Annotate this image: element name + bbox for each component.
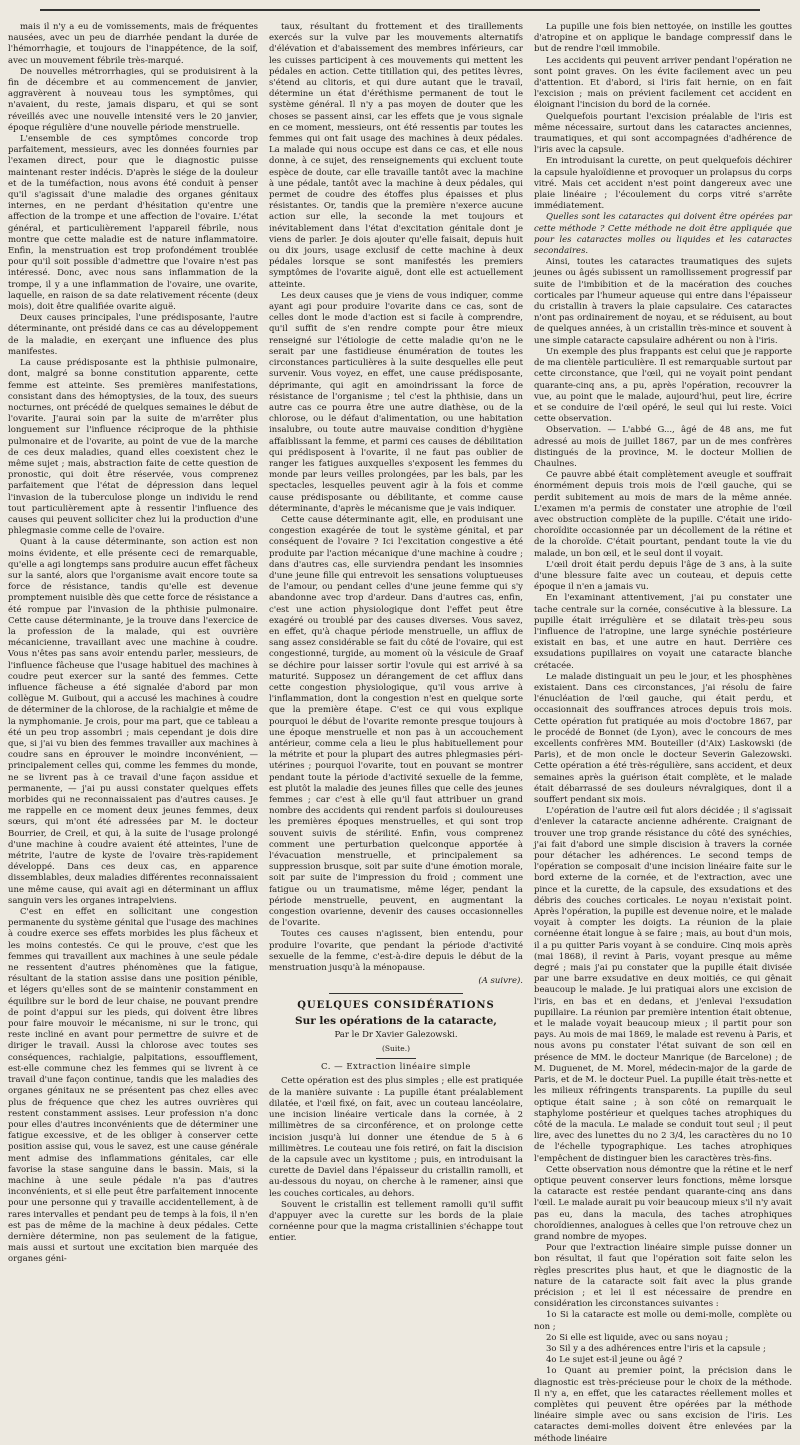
paragraph: Observation. — L'abbé G..., âgé de 48 ans, me fut adressé au mois de juillet 1867, par un de mes confrères distingués de la province, M. le docteur Mollien de Chaulnes.	[534, 425, 792, 469]
list-item: 4o Le sujet est-il jeune ou âgé ?	[546, 1355, 683, 1366]
paragraph: Pour que l'extraction linéaire simple puisse donner un bon résultat, il faut que l'opération soit faite selon les règles prescrites plus haut, et que le diagnostic de la nature de la cataracte soit fait avec la plus grande précision ; et lei il est nécessaire de prendre en considération les circonstances suivantes :	[534, 1243, 792, 1310]
paragraph: taux, résultant du frottement et des tiraillements exercés sur la vulve par les mouvements alternatifs d'élévation et d'abaissement des membres inférieurs, car les cuisses participent à ces mouvements qui mettent les pédales en action. Cette titillation qui, des petites lèvres, s'étend au clitoris, et qui dure autant que le travail, détermine un état d'éréthisme permanent de tout le système général. Il n'y a pas moyen de douter que les choses se passent ainsi, car les effets que je vous signale en ce moment, messieurs, ont été ressentis par toutes les femmes qui ont fait usage des machines à deux pédales. La malade qui nous occupe est dans ce cas, et elle nous donne, à ce sujet, des renseignements qui excluent toute espèce de doute, car elle travaille tantôt avec la machine à une pédale, tantôt avec la machine à deux pédales, qui permet de coudre des étoffes plus épaisses et plus résistantes. Or, tandis que la première n'exerce aucune action sur elle, la seconde la met toujours et inévitablement dans l'état d'excitation génitale dont je viens de parler. Je dois ajouter qu'elle faisait, depuis huit ou dix jours, usage exclusif de cette machine à deux pédales lorsque se sont manifestés les premiers symptômes de l'ovarite aiguë, dont elle est actuellement atteinte.	[269, 22, 523, 290]
paragraph: L'ensemble de ces symptômes concorde trop parfaitement, messieurs, avec les données fournies par l'examen direct, pour que le diagnostic puisse maintenant rester indécis. D'après le siége de la douleur et de la tuméfaction, nous avons été conduit à penser qu'il s'agissait d'une maladie des organes génitaux internes, en ne perdant d'hésitation qu'entre une affection de la trompe et une affection de l'ovaire. L'état général, et particulièrement l'appareil fébrile, nous montre que cette maladie est de nature inflammatoire. Enfin, la menstruation est trop profondément troublée pour qu'il soit possible d'admettre que l'ovaire n'est pas intéressé. Donc, avec nous sans inflammation de la trompe, il y a une inflammation de l'ovaire, une ovarite, laquelle, en raison de sa date relativement récente (deux mois), doit être qualifiée ovarite aiguë.	[8, 134, 258, 313]
paragraph: Toutes ces causes n'agissent, bien entendu, pour produire l'ovarite, que pendant la période d'activité sexuelle de la femme, c'est-à-dire depuis le début de la menstruation jusqu'à la ménopause.	[269, 929, 523, 974]
list-item: 3o Sil y a des adhérences entre l'iris et la capsule ;	[546, 1343, 766, 1354]
paragraph: mais il n'y a eu de vomissements, mais de fréquentes nausées, avec un peu de diarrhée pendant la durée de l'hémorrhagie, et toujours de l'inappétence, de la soif, avec un mouvement fébrile très-marqué.	[8, 22, 258, 66]
paragraph: 1o Quant au premier point, la précision dans le diagnostic est très-précieuse pour le choix de la méthode. Il n'y a, en effet, que les cataractes réellement molles et complètes qui peuvent être opérées par la méthode linéaire simple avec ou sans excision de l'iris. Les cataractes demi-molles doivent être enlevées par la méthode linéaire	[534, 1366, 792, 1444]
paragraph: Quelles sont les cataractes qui doivent être opérées par cette méthode ? Cette méthode ne doit être appliquée que pour les cataractes molles ou liquides et les cataractes secondaires.	[534, 212, 792, 257]
list-item: 1o Si la cataracte est molle ou demi-molle, complète ou non ;	[534, 1310, 792, 1332]
paragraph: En introduisant la curette, on peut quelquefois déchirer la capsule hyaloïdienne et provoquer un prolapsus du corps vitré. Mais cet accident n'est point dangereux avec une plaie linéaire ; l'écoulement du corps vitré s'arrête immédiatement.	[534, 156, 792, 212]
paragraph: En l'examinant attentivement, j'ai pu constater une tache centrale sur la cornée, consécutive à la blessure. La pupille était irrégulière et se dilatait très-peu sous l'influence de l'atropine, une large synéchie postérieure existait en bas, et une autre en haut. Derrière ces exsudations pupillaires on voyait une cataracte blanche crétacée.	[534, 593, 792, 671]
column-middle	[269, 22, 523, 1244]
column-right	[534, 22, 792, 1444]
paragraph: De nouvelles métrorrhagies, qui se produisirent à la fin de décembre et au commencement de janvier, aggravèrent à nouveau tous les symptômes, qui n'avaient, du reste, jamais disparu, et qui se sont réveillés avec une nouvelle intensité vers le 20 janvier, époque régulière d'une nouvelle période menstruelle.	[8, 66, 258, 133]
paragraph: Un exemple des plus frappants est celui que je rapporte de ma clientèle particulière. Il est remarquable surtout par cette circonstance, que l'œil, qui ne voyait point pendant quarante-cinq ans, a pu, après l'opération, recouvrer la vue, au point que le malade, aujourd'hui, peut lire, écrire et se conduire de l'œil opéré, le seul qui lui reste. Voici cette observation.	[534, 346, 792, 425]
paragraph: Cette opération est des plus simples ; elle est pratiquée de la manière suivante : La pupille étant préalablement dilatée, et l'œil fixé, on fait, avec un couteau lancéolaire, une incision linéaire verticale dans la cornée, à 2 millimètres de sa circonférence, et on prolonge cette incision jusqu'à lui donner une étendue de 5 à 6 millimètres. Le couteau une fois retiré, on fait la discision de la capsule avec un kystitome ; puis, en introduisant la curette de Daviel dans l'épaisseur du cristallin ramolli, et au-dessous du noyau, on cherche à le ramener, ainsi que les couches corticales, au dehors.	[269, 1076, 523, 1199]
header-rule	[40, 9, 760, 11]
to-be-continued: (A suivre).	[478, 976, 523, 987]
section-divider	[329, 993, 463, 994]
paragraph: L'œil droit était perdu depuis l'âge de 3 ans, à la suite d'une blessure faite avec un couteau, et depuis cette époque il n'en a jamais vu.	[534, 559, 792, 593]
paragraph: Le malade distinguait un peu le jour, et les phosphènes existaient. Dans ces circonstances, j'ai résolu de faire l'énucléation de l'œil gauche, qui était perdu, et occasionnait des souffrances atroces depuis trois mois. Cette opération fut pratiquée au mois d'octobre 1867, par le procédé de Bonnet (de Lyon), avec le concours de mes excellents confrères MM. Bouteiller (d'Aix) Laskowski (de Paris), et de mon oncle le docteur Severin Galezowski. Cette opération a été très-régulière, sans accident, et deux semaines après la guérison était complète, et le malade était débarrassé de ses douleurs névralgiques, dont il a souffert pendant six mois.	[534, 671, 792, 806]
paragraph: Quant à la cause déterminante, son action est non moins évidente, et elle présente ceci de remarquable, qu'elle a agi longtemps sans produire aucun effet fâcheux sur la santé, alors que l'organisme avait encore toute sa force de résistance, tandis qu'elle est devenue promptement nuisible dès que cette force de résistance a été rompue par l'invasion de la phthisie pulmonaire. Cette cause déterminante, je la trouve dans l'exercice de la profession de la malade, qui est ouvrière mécanicienne, travaillant avec une machine à coudre. Vous n'êtes pas sans avoir entendu parler, messieurs, de l'influence fâcheuse que l'usage habituel des machines à coudre peut exercer sur la santé des femmes. Cette influence fâcheuse a été signalée d'abord par mon collègue M. Guibout, qui a accusé les machines à coudre de déterminer de la chlorose, de la rachialgie et même de la nymphomanie. Je crois, pour ma part, que ce tableau a été un peu trop assombri ; mais cependant je dois dire que, si j'ai vu bien des femmes travailler aux machines à coudre sans en éprouver le moindre inconvénient, — principalement celles qui, comme les femmes du monde, ne se livrent pas à ce travail d'une façon assidue et permanente, — j'ai pu aussi constater quelques effets morbides qui ne reconnaissaient pas d'autres causes. Je me rappelle en ce moment deux jeunes femmes, deux sœurs, qui m'ont été adressées par M. le docteur Bourrier, de Creil, et qui, à la suite de l'usage prolongé d'une machine à coudre avaient été atteintes, l'une de métrite, l'autre de kyste de l'ovaire très-rapidement développé. Dans ces deux cas, en apparence dissemblables, deux maladies différentes reconnaissaient une même cause, qui avait agi en déterminant un afflux sanguin vers les organes intrapelviens.	[8, 537, 258, 906]
paragraph: Cette cause déterminante agit, elle, en produisant une congestion exagérée de tout le système génital, et par conséquent de l'ovaire ? Ici l'excitation congestive a été produite par l'action mécanique d'une machine à coudre ; dans d'autres cas, elle surviendra pendant les insomnies d'une jeune fille qui entrevoit les sensations voluptueuses de l'amour, ou pendant celles d'une jeune femme qui s'y abandonne avec trop d'ardeur. Dans d'autres cas, enfin, c'est une action physiologique dont l'effet peut être exagéré ou troublé par des causes diverses. Vous savez, en effet, qu'à chaque période menstruelle, un afflux de sang assez considérable se fait du côté de l'ovaire, qui est congestionné, turgide, au moment où la vésicule de Graaf se déchire pour laisser sortir l'ovule qui est arrivé à sa maturité. Supposez un dérangement de cet afflux dans cette congestion physiologique, qu'il vous arrive à l'inflammation, dont la congestion n'est en quelque sorte que la première étape. C'est ce qui vous explique pourquoi le début de l'ovarite remonte presque toujours à une époque menstruelle et non pas à un accouchement antérieur, comme cela a lieu le plus habituellement pour la métrite et pour la plupart des autres phlegmasies péri-utérines ; pourquoi l'ovarite, tout en pouvant se montrer pendant toute la période d'activité sexuelle de la femme, est plutôt la maladie des jeunes filles que celle des jeunes femmes ; car c'est à elle qu'il faut attribuer un grand nombre des accidents qui rendent parfois si douloureuses les premières époques menstruelles, et qui sont trop souvent suivis de stérilité. Enfin, vous comprenez comment une perturbation quelconque apportée à l'évacuation menstruelle, et principalement sa suppression brusque, soit par suite d'une émotion morale, soit par suite de l'impression du froid ; comment une fatigue ou un traumatisme, même léger, pendant la période menstruelle, peuvent, en augmentant la congestion ovarienne, devenir des causes occasionnelles de l'ovarite.	[269, 514, 523, 929]
paragraph: Ainsi, toutes les cataractes traumatiques des sujets jeunes ou âgés subissent un ramollissement progressif par suite de l'imbibition et de la macération des couches corticales par l'humeur aqueuse qui entre dans l'épaisseur du cristallin à travers la plaie capsulaire. Ces cataractes n'ont pas ordinairement de noyau, et se réduisent, au bout de quelques années, à un cristallin très-mince et souvent à une simple cataracte capsulaire adhérent ou non à l'iris.	[534, 257, 792, 346]
paragraph: La pupille une fois bien nettoyée, on instille les gouttes d'atropine et on applique le bandage compressif dans le but de rendre l'œil immobile.	[534, 22, 792, 55]
article-title: Sur les opérations de la cataracte,	[295, 1014, 497, 1027]
paragraph: Ce pauvre abbé était complètement aveugle et souffrait énormément depuis trois mois de l'œil gauche, qui se perdit subitement au mois de mars de la même année. L'examen m'a permis de constater une atrophie de l'œil avec obstruction complète de la pupille. C'était une irido-choroïdite occasionnée par un décollement de la rétine et de la choroïde. C'était pourtant, pendant toute la vie du malade, un bon œil, et le seul dont il voyait.	[534, 470, 792, 559]
column-left	[8, 22, 258, 1265]
article-subhead: C. — Extraction linéaire simple	[321, 1062, 471, 1073]
paragraph: Les deux causes que je viens de vous indiquer, comme ayant agi pour produire l'ovarite dans ce cas, sont de celles dont le mode d'action est si facile à comprendre, qu'il suffit de s'en rendre compte pour être mieux renseigné sur l'étiologie de cette maladie qu'on ne le serait par une fastidieuse énumération de toutes les circonstances particulières à la suite desquelles elle peut survenir. Vous voyez, en effet, une cause prédisposante, déprimante, qui agit en amoindrissant la force de résistance de l'organisme ; tel c'est la phthisie, dans un autre cas ce pourra être une autre diathèse, ou de la chlorose, ou le défaut d'alimentation, ou une habitation insalubre, ou toute autre mauvaise condition d'hygiène affaiblissant la femme, et parmi ces causes de débilitation qui prédisposent à l'ovarite, il ne faut pas oublier de ranger les fatigues auxquelles s'exposent les femmes du monde par leurs veilles prolongées, par les bals, par les spectacles, lesquelles peuvent agir à la fois et comme cause prédisposante ou débilitante, et comme cause déterminante, d'après le mécanisme que je vais indiquer.	[269, 290, 523, 514]
article-byline: Par le Dr Xavier Galezowski.	[334, 1029, 458, 1040]
paragraph: L'opération de l'autre œil fut alors décidée ; il s'agissait d'enlever la cataracte ancienne adhérente. Craignant de trouver une trop grande résistance du côté des synéchies, j'ai fait d'abord une simple discision à travers la cornée pour détacher les adhérences. Le second temps de l'opération se composait d'une incision linéaire faite sur le bord externe de la cornée, et de l'extraction, avec une pince et la curette, de la capsule, des exsudations et des débris des couches corticales. Le noyau n'existait point. Après l'opération, la pupille est devenue noire, et le malade voyait à compter les doigts. La réunion de la plaie cornéenne était longue à se faire ; mais, au bout d'un mois, il a pu quitter Paris voyant à se conduire. Cinq mois après (mai 1868), il revint à Paris, voyant presque au même degré ; mais j'ai pu constater que la pupille était divisée par une barre exsudative en deux moitiés, ce qui gênait beaucoup le malade. Je lui pratiquai alors une excision de l'iris, en bas et en dedans, et j'enlevai l'exsudation pupillaire. La réunion par première intention était obtenue, et le malade voyait beaucoup mieux ; il partit pour son pays. Au mois de mai 1869, le malade est revenu à Paris, et nous avons pu constater l'état suivant de son œil en présence de MM. le docteur Manrique (de Barcelone) ; de M. Duguenet, de M. Morel, médecin-major de la garde de Paris, et de M. le docteur Puel. La pupille était très-nette et les milieux réfringents transparents. La pupille du seul optique était saine ; à son côté on remarquait le staphylome postérieur et quelques taches atrophiques du côté de la macula. Le malade se conduit tout seul ; il peut lire, avec des lunettes du no 2 3/4, les caractères du no 10 de l'échelle typographique. Les taches atrophiques l'empêchent de distinguer bien les caractères très-fins.	[534, 806, 792, 1164]
paragraph: Cette observation nous démontre que la rétine et le nerf optique peuvent conserver leurs fonctions, même lorsque la cataracte est restée pendant quarante-cinq ans dans l'œil. Le malade aurait pu voir beaucoup mieux s'il n'y avait pas eu, dans la macula, des taches atrophiques choroïdiennes, analogues à celles que l'on retrouve chez un grand nombre de myopes.	[534, 1164, 792, 1242]
list-item: 2o Si elle est liquide, avec ou sans noyau ;	[546, 1332, 729, 1343]
paragraph: La cause prédisposante est la phthisie pulmonaire, dont, malgré sa bonne constitution apparente, cette femme est atteinte. Ses premières manifestations, consistant dans des hémoptysies, de la toux, des sueurs nocturnes, ont précédé de quelques semaines le début de l'ovarite. J'aurai soin par la suite de m'arrêter plus longuement sur l'influence réciproque de la phthisie pulmonaire et de l'ovarite, au point de vue de la marche de ces deux maladies, quand elles coexistent chez le même sujet ; mais, abstraction faite de cette question de pronostic, qui doit être réservée, vous comprenez parfaitement que l'état de dépression dans lequel l'invasion de la tuberculose plonge un individu le rend tout particulièrement apte à ressentir l'influence des causes qui peuvent solliciter chez lui la production d'une phlegmasie comme celle de l'ovaire.	[8, 358, 258, 537]
section-title: QUELQUES CONSIDÉRATIONS	[297, 1000, 495, 1012]
paragraph: Deux causes principales, l'une prédisposante, l'autre déterminante, ont présidé dans ce cas au développement de la maladie, en exerçant une influence des plus manifestes.	[8, 313, 258, 357]
paragraph: Quelquefois pourtant l'excision préalable de l'iris est même nécessaire, surtout dans les cataractes anciennes, traumatiques, et qui sont accompagnées d'adhérence de l'iris avec la capsule.	[534, 111, 792, 156]
paragraph: Les accidents qui peuvent arriver pendant l'opération ne sont point graves. On les évite facilement avec un peu d'attention. Et d'abord, si l'iris fait hernie, on en fait l'excision ; mais on prévient facilement cet accident en éloignant l'incision du bord de la cornée.	[534, 55, 792, 111]
page-header	[0, 2, 800, 18]
paragraph: C'est en effet en sollicitant une congestion permanente du système génital que l'usage des machines à coudre exerce ses effets morbides les plus fâcheux et les moins contestés. Ce qui le prouve, c'est que les femmes qui travaillent aux machines à une seule pédale ne ressentent d'autres phénomènes que la fatigue, résultant de la station assise dans une position pénible, et légers qu'elles sont de se maintenir constamment en équilibre sur le bord de leur chaise, ne pouvant prendre de point d'appui sur les pieds, qui doivent être libres pour faire mouvoir le mécanisme, ni sur le tronc, qui reste incliné en avant pour permettre de suivre et de diriger le travail. Aussi la chlorose avec toutes ses conséquences, rachialgie, palpitations, essoufflement, est-elle commune chez les femmes qui se livrent à ce travail d'une façon continue, tandis que les maladies des organes génitaux ne se présentent pas chez elles avec plus de fréquence que chez les autres ouvrières qui restent constamment assises. Leur profession n'a donc pour elles d'autres inconvénients que de déterminer une fatigue excessive, et de les obliger à conserver cette position assise qui, vous le savez, est une cause générale ment admise des inflammations génitales, car elle favorise la stase sanguine dans le bassin. Mais, si la machine à une seule pédale n'a pas d'autres inconvénients, et si elle peut être parfaitement innocente pour une personne qui y travaille accidentellement, à de rares intervalles et pendant peu de temps à la fois, il n'en est pas de même de la machine à deux pédales. Cette dernière détermine, non pas seulement de la fatigue, mais aussi et surtout une excitation bien marquée des organes géni-	[8, 907, 258, 1265]
paragraph: Souvent le cristallin est tellement ramolli qu'il suffit d'appuyer avec la curette sur les bords de la plaie cornéenne pour que la magma cristallinien s'échappe tout entier.	[269, 1199, 523, 1244]
short-rule	[376, 1058, 416, 1059]
article-suite: (Suite.)	[381, 1044, 411, 1054]
